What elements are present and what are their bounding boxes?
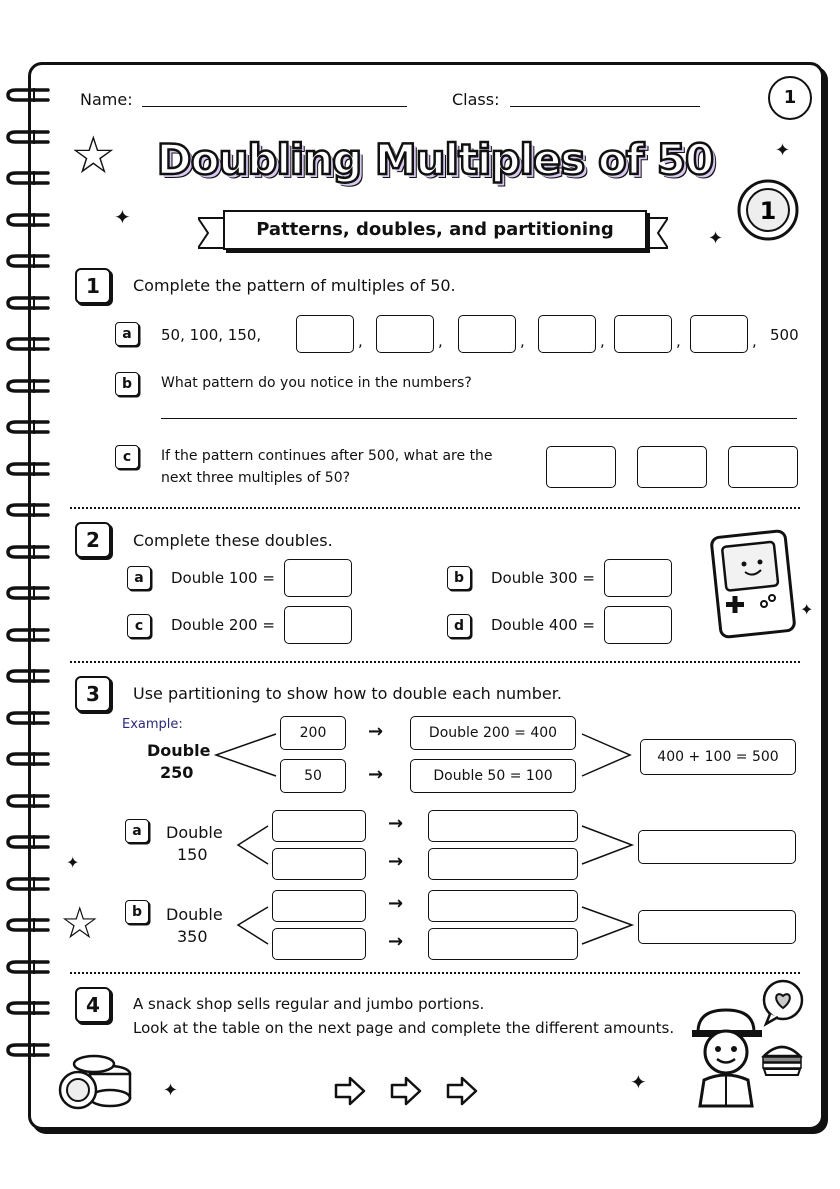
q1a-end-number: 500: [770, 326, 799, 344]
q3b-total-box[interactable]: [638, 910, 796, 944]
q1c-prompt-line2: next three multiples of 50?: [161, 470, 351, 486]
next-page-arrows: [332, 1074, 482, 1108]
q2c-label: c: [127, 614, 151, 638]
comma: ,: [676, 332, 681, 350]
q4-line-2: Look at the table on the next page and complete the different amounts.: [133, 1019, 675, 1037]
q2b-text: Double 300 =: [491, 569, 595, 587]
arrow-right-icon: →: [388, 851, 404, 872]
star-icon: ☆: [60, 898, 100, 949]
q3b-double-box[interactable]: [428, 928, 578, 960]
page-number: 1: [768, 76, 812, 120]
q3a-part-box[interactable]: [272, 848, 366, 880]
example-part-2: 50: [280, 759, 346, 793]
coin-stack-icon: [58, 1052, 138, 1112]
arrow-right-icon: →: [368, 764, 384, 785]
question-number-4: 4: [75, 987, 111, 1023]
example-part-1: 200: [280, 716, 346, 750]
q3a-label: a: [125, 819, 149, 843]
question-number-2: 2: [75, 522, 111, 558]
comma: ,: [752, 332, 757, 350]
name-label: Name:: [80, 90, 133, 109]
burger-icon: [760, 1038, 804, 1078]
section-divider: [70, 972, 800, 974]
q2-prompt: Complete these doubles.: [133, 531, 333, 550]
q3-prompt: Use partitioning to show how to double each number.: [133, 684, 562, 703]
q3b-part-box[interactable]: [272, 928, 366, 960]
q3a-number: 150: [177, 845, 208, 864]
q2c-text: Double 200 =: [171, 616, 275, 634]
arrow-right-icon: [336, 1078, 364, 1104]
example-result-2: Double 50 = 100: [410, 759, 576, 793]
page-subtitle: Patterns, doubles, and partitioning: [223, 210, 647, 250]
q1c-prompt-line1: If the pattern continues after 500, what are the: [161, 448, 493, 464]
q1a-start-numbers: 50, 100, 150,: [161, 326, 262, 344]
q1-prompt: Complete the pattern of multiples of 50.: [133, 276, 456, 295]
sparkle-icon: ✦: [775, 140, 791, 161]
q3a-part-box[interactable]: [272, 810, 366, 842]
arrow-right-icon: →: [368, 721, 384, 742]
question-number-3: 3: [75, 676, 111, 712]
comma: ,: [600, 332, 605, 350]
sparkle-icon: ✦: [630, 1070, 647, 1094]
q2d-text: Double 400 =: [491, 616, 595, 634]
q3b-part-box[interactable]: [272, 890, 366, 922]
q2b-label: b: [447, 566, 471, 590]
q1b-prompt: What pattern do you notice in the numbers?: [161, 375, 472, 391]
example-double-word: Double: [147, 741, 211, 760]
example-number: 250: [160, 763, 194, 782]
q2a-text: Double 100 =: [171, 569, 275, 587]
class-label: Class:: [452, 90, 500, 109]
arrow-right-icon: [392, 1078, 420, 1104]
example-label: Example:: [122, 717, 183, 732]
q3a-total-box[interactable]: [638, 830, 796, 864]
arrow-right-icon: →: [388, 931, 404, 952]
q1b-label: b: [115, 372, 139, 396]
q3a-double-word: Double: [166, 823, 223, 842]
arrow-right-icon: →: [388, 893, 404, 914]
comma: ,: [358, 332, 363, 350]
sparkle-icon: ✦: [66, 853, 80, 872]
q3b-double-box[interactable]: [428, 890, 578, 922]
comma: ,: [520, 332, 525, 350]
q1c-label: c: [115, 445, 139, 469]
sparkle-icon: ✦: [163, 1080, 179, 1101]
q2a-label: a: [127, 566, 151, 590]
q4-line-1: A snack shop sells regular and jumbo portions.: [133, 995, 485, 1013]
q3b-double-word: Double: [166, 905, 223, 924]
example-total: 400 + 100 = 500: [640, 739, 796, 775]
coin-label: 1: [759, 197, 777, 225]
arrow-right-icon: →: [388, 813, 404, 834]
page-title: Doubling Multiples of 50: [156, 135, 714, 184]
arrow-right-icon: [448, 1078, 476, 1104]
comma: ,: [438, 332, 443, 350]
q3a-double-box[interactable]: [428, 848, 578, 880]
question-number-1: 1: [75, 268, 111, 304]
q1a-label: a: [115, 322, 139, 346]
q3a-double-box[interactable]: [428, 810, 578, 842]
q2d-label: d: [447, 614, 471, 638]
q3b-label: b: [125, 900, 149, 924]
star-icon: ☆: [70, 126, 117, 186]
sparkle-icon: ✦: [800, 600, 814, 619]
sparkle-icon: ✦: [708, 228, 724, 249]
example-result-1: Double 200 = 400: [410, 716, 576, 750]
q3b-number: 350: [177, 927, 208, 946]
sparkle-icon: ✦: [114, 205, 131, 229]
